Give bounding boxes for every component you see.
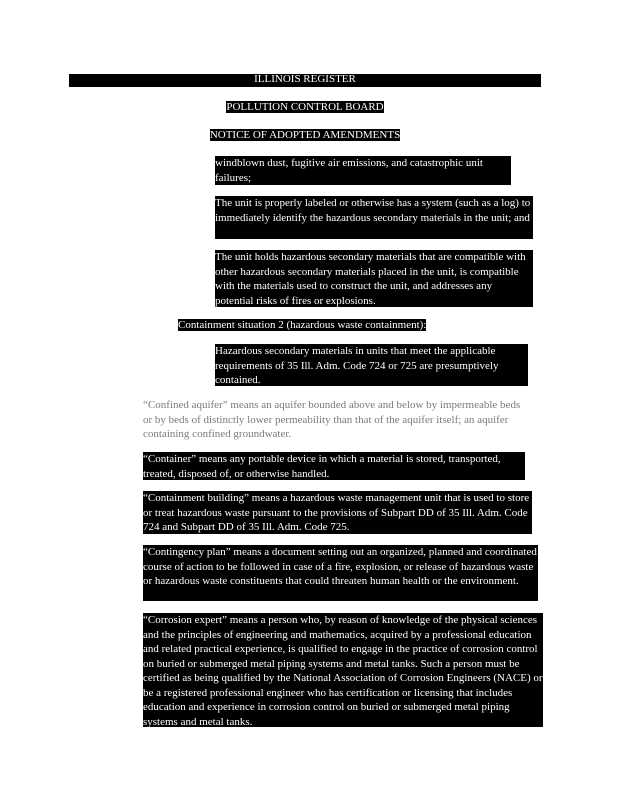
notice-title	[0, 128, 610, 143]
board-title-text: POLLUTION CONTROL BOARD	[226, 101, 384, 113]
containment-situation-heading	[178, 318, 538, 333]
containment-situation-heading-text: Containment situation 2 (hazardous waste containment):	[178, 319, 427, 331]
paragraph-labeled: The unit is properly labeled or otherwise has a system (such as a log) to immediately identify the hazardous secondary materials in the unit; and	[215, 196, 533, 239]
definition-corrosion-expert: “Corrosion expert” means a person who, by reason of knowledge of the physical sciences and the principles of engineering and mathematics, acquired by a professional education and related practical experience, is qualified to engage in the practice of corrosion control on buried or submerged metal piping systems and metal tanks. Such a person must be certified as being qualified by the National Association of Corrosion Engineers (NACE) or be a registered professional engineer who has certification or licensing that includes education and experience in corrosion control on buried or submerged metal piping systems and metal tanks.	[143, 614, 543, 728]
notice-title-text: NOTICE OF ADOPTED AMENDMENTS	[209, 129, 401, 141]
definition-contingency-plan: “Contingency plan” means a document setting out an organized, planned and coordinated course of action to be followed in case of a fire, explosion, or release of hazardous waste or hazardous waste constituents that could threaten human health or the environment.	[143, 545, 538, 601]
definition-confined-aquifer: “Confined aquifer” means an aquifer bounded above and below by impermeable beds or by beds of distinctly lower permeability than that of the aquifer itself; an aquifer containing confined groundwater.	[143, 399, 521, 440]
paragraph-compatible: The unit holds hazardous secondary materials that are compatible with other hazardous secondary materials placed in the unit, is compatible with the materials used to construct the unit, and addresses any potential risks of fires or explosions.	[215, 250, 533, 307]
paragraph-windblown: windblown dust, fugitive air emissions, and catastrophic unit failures;	[215, 156, 511, 185]
definition-container: “Container” means any portable device in which a material is stored, transported, treated, disposed of, or otherwise handled.	[143, 452, 525, 480]
board-title	[0, 100, 610, 115]
paragraph-presumptively-contained: Hazardous secondary materials in units that meet the applicable requirements of 35 Ill. Adm. Code 724 or 725 are presumptively contained.	[215, 344, 528, 386]
definition-containment-building: “Containment building” means a hazardous waste management unit that is used to store or treat hazardous waste pursuant to the provisions of Subpart DD of 35 Ill. Adm. Code 724 and Subpart DD of 35 Ill. Adm. Code 725.	[143, 491, 532, 534]
register-title	[69, 72, 541, 87]
register-title-text: ILLINOIS REGISTER	[254, 73, 356, 85]
